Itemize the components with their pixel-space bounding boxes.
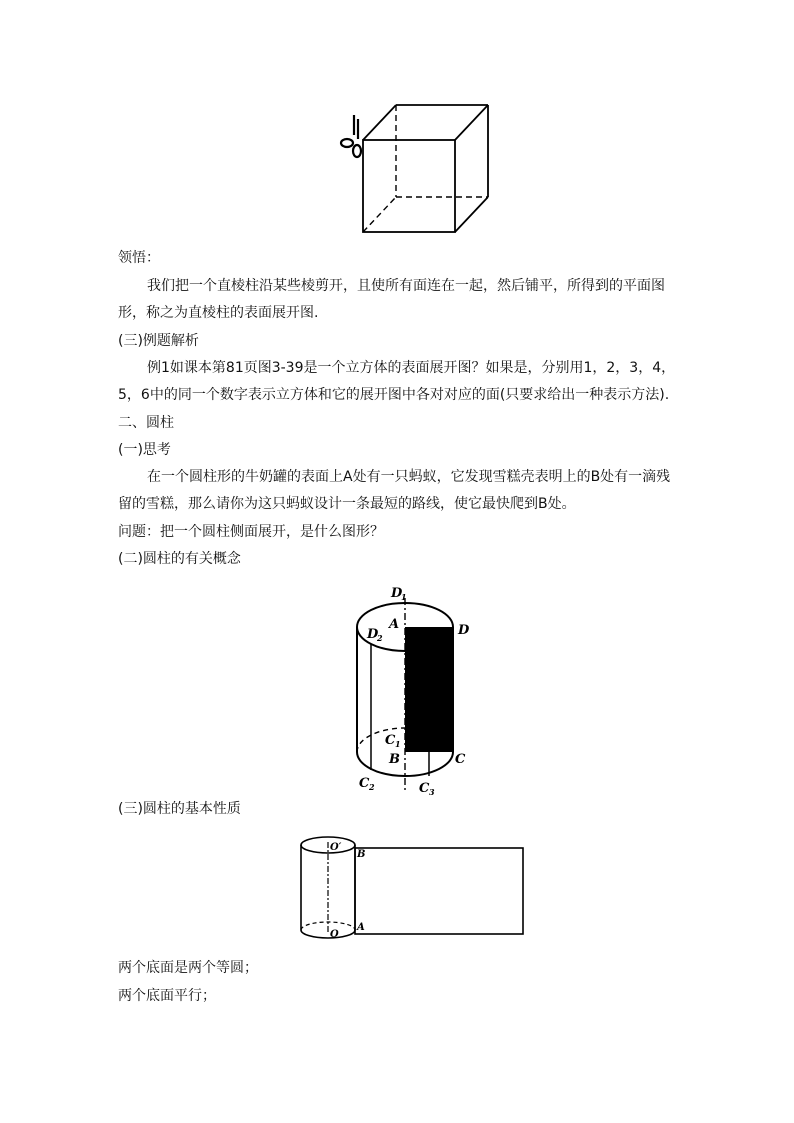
label-c: C: [455, 752, 466, 767]
label-d2: D: [367, 627, 379, 642]
question-text: 问题：把一个圆柱侧面展开，是什么图形？: [118, 524, 384, 540]
label-c2: C: [359, 776, 370, 791]
label-c3: C: [419, 781, 430, 796]
scissors-icon: [341, 115, 361, 157]
property-1: 两个底面是两个等圆；: [118, 960, 258, 976]
label-a: A: [357, 922, 365, 933]
label-b: B: [389, 752, 400, 767]
label-c3-sub: 3: [429, 787, 435, 797]
label-o: O: [330, 929, 339, 940]
label-d1-sub: 1: [401, 592, 407, 602]
cube-figure: [330, 95, 500, 240]
label-d2-sub: 2: [377, 633, 383, 643]
think-heading: (一)思考: [118, 442, 171, 458]
properties-heading: (三)圆柱的基本性质: [118, 801, 241, 817]
label-b: B: [357, 849, 366, 860]
think-paragraph: 在一个圆柱形的牛奶罐的表面上A处有一只蚂蚁，它发现雪糕壳表明上的B处有一滴残留的雪糕，那么请你为这只蚂蚁设计一条最短的路线，使它最快爬到B处。: [118, 469, 671, 512]
label-c1: C: [385, 733, 396, 748]
example-heading: (三)例题解析: [118, 333, 199, 349]
property-2: 两个底面平行；: [118, 988, 216, 1004]
label-a: A: [389, 617, 400, 632]
label-c2-sub: 2: [369, 782, 375, 792]
section-two-heading: 二、圆柱: [118, 415, 174, 431]
concepts-heading: (二)圆柱的有关概念: [118, 551, 241, 567]
label-d: D: [458, 623, 470, 638]
cylinder-figure: [345, 580, 495, 800]
unrolled-cylinder-figure: [296, 830, 528, 948]
label-c1-sub: 1: [395, 739, 401, 749]
example-paragraph: 例1如课本第81页图3-39是一个立方体的表面展开图？如果是，分别用1，2，3，4，5，6中的同一个数字表示立方体和它的展开图中各对对应的面(只要求给出一种表示方法).: [118, 360, 676, 403]
comprehension-paragraph: 我们把一个直棱柱沿某些棱剪开，且使所有面连在一起，然后铺平，所得到的平面图形，称之为直棱柱的表面展开图.: [118, 278, 665, 321]
label-o-prime: O′: [330, 842, 342, 853]
comprehension-heading: 领悟：: [118, 250, 160, 266]
label-d1: D: [391, 586, 403, 601]
